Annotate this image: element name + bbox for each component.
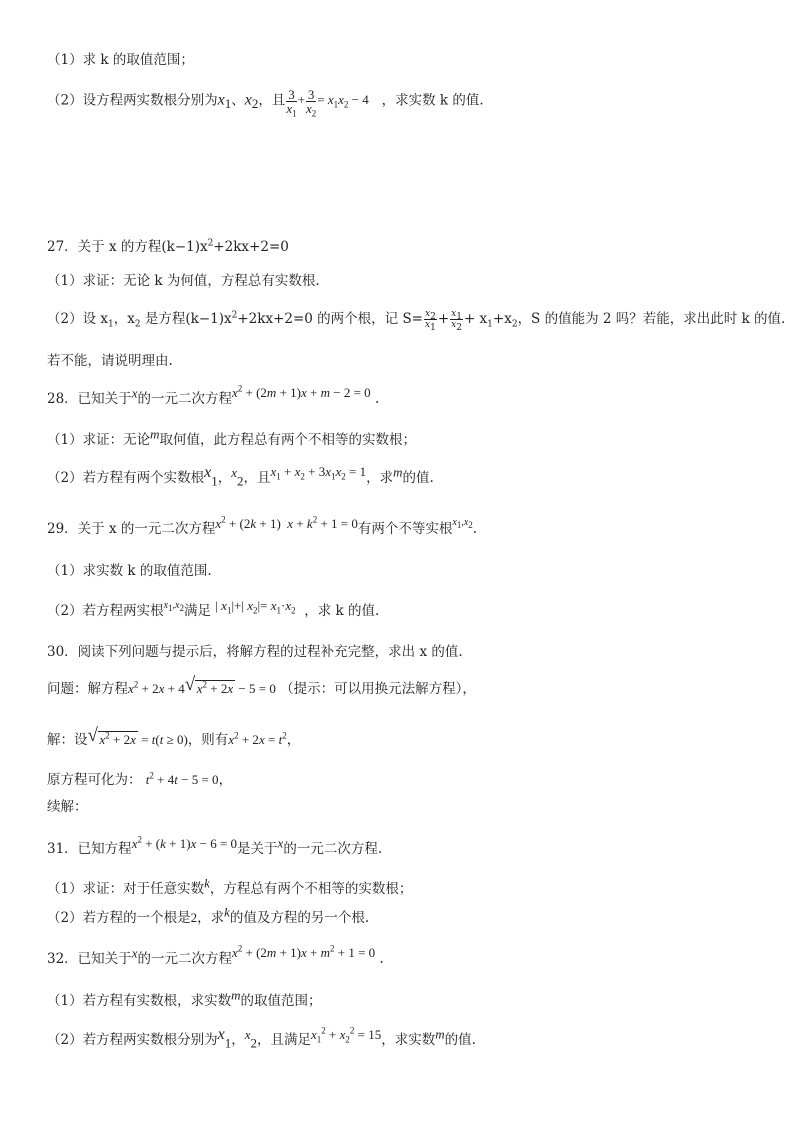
q30-solution: 解：设 √ $x^2 + 2x = t(t \ge 0)$，则有$x^2 + 2x = t^2$， (47, 725, 301, 748)
q27-part1: （1）求证：无论 k 为何值，方程总有实数根. (47, 273, 320, 289)
q28-part2: （2）若方程有两个实数根$x_1$，$x_2$，且$x_1 + x_2 + 3x_1x_2 = 1$，求$^m$的值. (47, 464, 434, 489)
q27-part2-cont: 若不能，请说明理由. (47, 353, 173, 369)
q31-stem: 31．已知方程$x^2 + (k + 1)x - 6 = 0$是关于$^x$的一元二次方程. (47, 834, 383, 857)
q32-part2: （2）若方程两实数根分别为$x_1$，$x_2$，且满足$x_1^2 + x_2^2 = 15$，求实数$^m$的值. (47, 1025, 476, 1051)
q26-part1: （1）求 k 的取值范围； (47, 52, 194, 68)
q27-stem: 27．关于 x 的方程$(k-1)x^2+2kx+2=0$ (47, 238, 289, 255)
q31-part2: （2）若方程的一个根是2，求$^k$的值及方程的另一个根. (47, 904, 370, 926)
q30-problem: 问题：解方程$x^2 + 2x + 4$ √ $x^2 + 2x - 5 = 0$ （提示：可以用换元法解方程）， (47, 674, 476, 697)
q32-stem: 32．已知关于$^x$的一元二次方程$x^2 + (2m + 1)x + m^2 + 1 = 0$ . (47, 943, 384, 967)
q30-reduced: 原方程可化为： $t^2 + 4t - 5 = 0$， (47, 770, 233, 788)
q31-part1: （1）求证：对于任意实数$^k$，方程总有两个不相等的实数根； (47, 875, 413, 897)
q27-part2: （2）设 $x_1$，$x_2$ 是方程$(k-1)x^2+2kx+2=0$ 的两个根，记 S= $\frac{x_2}{x_1}$ + $\frac{x_1}{x_2}$ + $x_1+x_2$，S 的值能为 2 吗？若能，求出此时 k 的值. (47, 309, 786, 333)
q29-part2: （2）若方程两实根$^{x_1,x_2}$满足 | $x_1|+|$ $x_2|= x_1\cdot x_2$ ，求 k 的值. (47, 598, 380, 619)
q30-continue: 续解： (47, 799, 88, 815)
q30-stem: 30．阅读下列问题与提示后，将解方程的过程补充完整，求出 x 的值. (47, 644, 463, 660)
q29-stem: 29．关于 x 的一元二次方程$x^2 + (2k + 1) x + k^2 + 1 = 0$有两个不等实根$^{x_1,x_2}$. (47, 514, 478, 537)
q26-part2: （2）设方程两实数根分别为$x_1$、$x_2$，且 $\frac{3}{x_1}$ + $\frac{3}{x_2}$ = $x_1x_2 - 4$ ，求实数 k 的值. (47, 87, 484, 119)
q28-part1: （1）求证：无论$^m$取何值，此方程总有两个不相等的实数根； (47, 426, 416, 448)
q28-stem: 28．已知关于$^x$的一元二次方程$x^2 + (2m + 1)x + m - 2 = 0$ . (47, 383, 380, 407)
q32-part1: （1）若方程有实数根，求实数$^m$的取值范围； (47, 987, 322, 1009)
q29-part1: （1）求实数 k 的取值范围. (47, 563, 212, 579)
